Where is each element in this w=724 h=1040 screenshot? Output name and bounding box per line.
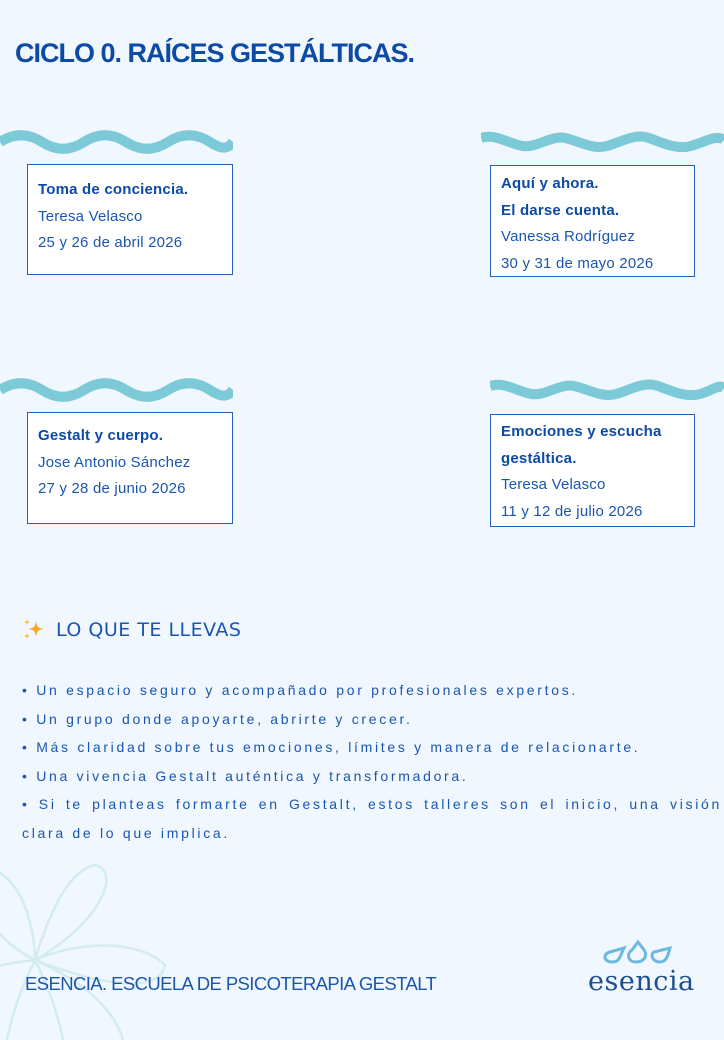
workshop-dates: 25 y 26 de abril 2026 [38,234,183,251]
workshop-title: Emociones y escucha [501,423,662,440]
benefit-item: • Un grupo donde apoyarte, abrirte y crecer. [22,710,413,727]
benefit-item: • Más claridad sobre tus emociones, límites y manera de relacionarte. [22,739,641,755]
workshop-teacher: Teresa Velasco [38,207,143,225]
sparkles-icon [22,618,46,642]
workshop-card-4 [490,414,695,527]
benefit-item: • Una vivencia Gestalt auténtica y transformadora. [22,767,469,784]
benefit-item: • Si te planteas formarte en Gestalt, estos talleres son el inicio, una visión clara de lo que implica. [22,796,722,841]
benefits-heading [22,618,241,642]
workshop-title-line-2: gestáltica. [501,449,577,467]
workshop-dates: 11 y 12 de julio 2026 [501,502,643,520]
wave-decoration-1 [0,130,233,158]
wave-decoration-4 [490,378,724,406]
wave-decoration-2 [481,130,724,158]
workshop-teacher: Teresa Velasco [501,476,606,493]
page-title: CICLO 0. RAÍCES GESTÁLTICAS. [15,38,415,68]
logo-wordmark: esencia [588,966,695,997]
benefits-list [22,676,722,847]
workshop-card-2 [490,165,695,277]
workshop-title: Aquí y ahora. [501,175,599,192]
workshop-title-line-2: El darse cuenta. [501,201,620,219]
workshop-title: Gestalt y cuerpo. [38,427,164,444]
wave-decoration-3 [0,378,233,406]
workshop-title: Toma de conciencia. [38,181,189,198]
footer-school-name: ESENCIA. ESCUELA DE PSICOTERAPIA GESTALT [25,973,437,994]
benefit-item: • Un espacio seguro y acompañado por profesionales expertos. [22,682,579,698]
flower-decoration-icon [0,840,200,1040]
workshop-card-1 [27,164,233,275]
benefits-title: LO QUE TE LLEVAS [56,619,242,641]
workshop-teacher: Jose Antonio Sánchez [38,453,191,471]
workshop-teacher: Vanessa Rodríguez [501,228,636,245]
workshop-card-3 [27,412,233,524]
workshop-dates: 30 y 31 de mayo 2026 [501,254,654,272]
esencia-logo [588,938,695,1000]
workshop-dates: 27 y 28 de junio 2026 [38,480,186,497]
